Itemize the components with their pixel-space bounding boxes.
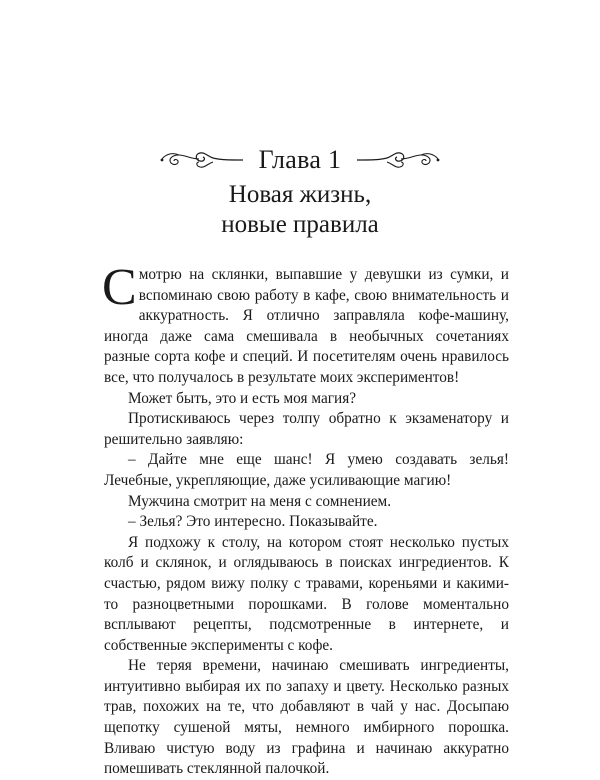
paragraph: Не теряя времени, начинаю смешивать ингредиенты, интуитивно выбирая их по запаху и цвету. Несколько разных трав, похожих на те, что добавляют в чай у нас. Досыпаю щепотку сушеной мяты, немного имбирного порошка. Вливаю чистую воду из графина и начинаю аккуратно помешивать стеклянной палочкой. [104, 657, 509, 778]
chapter-heading [0, 143, 600, 240]
paragraph: Может быть, это и есть моя магия? [128, 389, 357, 407]
paragraph: Мужчина смотрит на меня с сомнением. [128, 492, 392, 510]
paragraph: Протискиваюсь через толпу обратно к экзаменатору и решительно заявляю: [104, 410, 509, 448]
chapter-label-line [0, 143, 600, 177]
left-flourish-icon [159, 149, 245, 171]
chapter-label: Глава 1 [258, 145, 342, 174]
drop-cap: С [102, 259, 137, 316]
paragraph: Я подхожу к столу, на котором стоят несколько пустых колб и склянок, и оглядываюсь в поисках ингредиентов. К счастью, рядом вижу полку с травами, кореньями и какими-то разноцветными порошками. В голове моментально всплывают рецепты, подсмотренные в интернете, и собственные эксперименты с кофе. [104, 533, 509, 654]
chapter-body [102, 259, 509, 780]
right-flourish-icon [355, 149, 441, 171]
paragraph [102, 259, 509, 389]
chapter-title-line-2: новые правила [221, 211, 379, 238]
paragraph-text: мотрю на склянки, выпавшие у девушки из сумки, и вспоминаю свою работу в кафе, свою внимательность и аккуратность. Я отлично заправляла кофе-машину, иногда даже сама смешивала в необычных сочетаниях разные сорта кофе и специй. И посетителям очень нравилось все, что получалось в результате моих экспериментов! [104, 266, 509, 386]
paragraph: – Зелья? Это интересно. Показывайте. [128, 513, 378, 531]
chapter-title [0, 180, 600, 240]
paragraph: – Дайте мне еще шанс! Я умею создавать зелья! Лечебные, укрепляющие, даже усиливающие магию! [104, 451, 509, 489]
chapter-title-line-1: Новая жизнь, [228, 181, 372, 208]
